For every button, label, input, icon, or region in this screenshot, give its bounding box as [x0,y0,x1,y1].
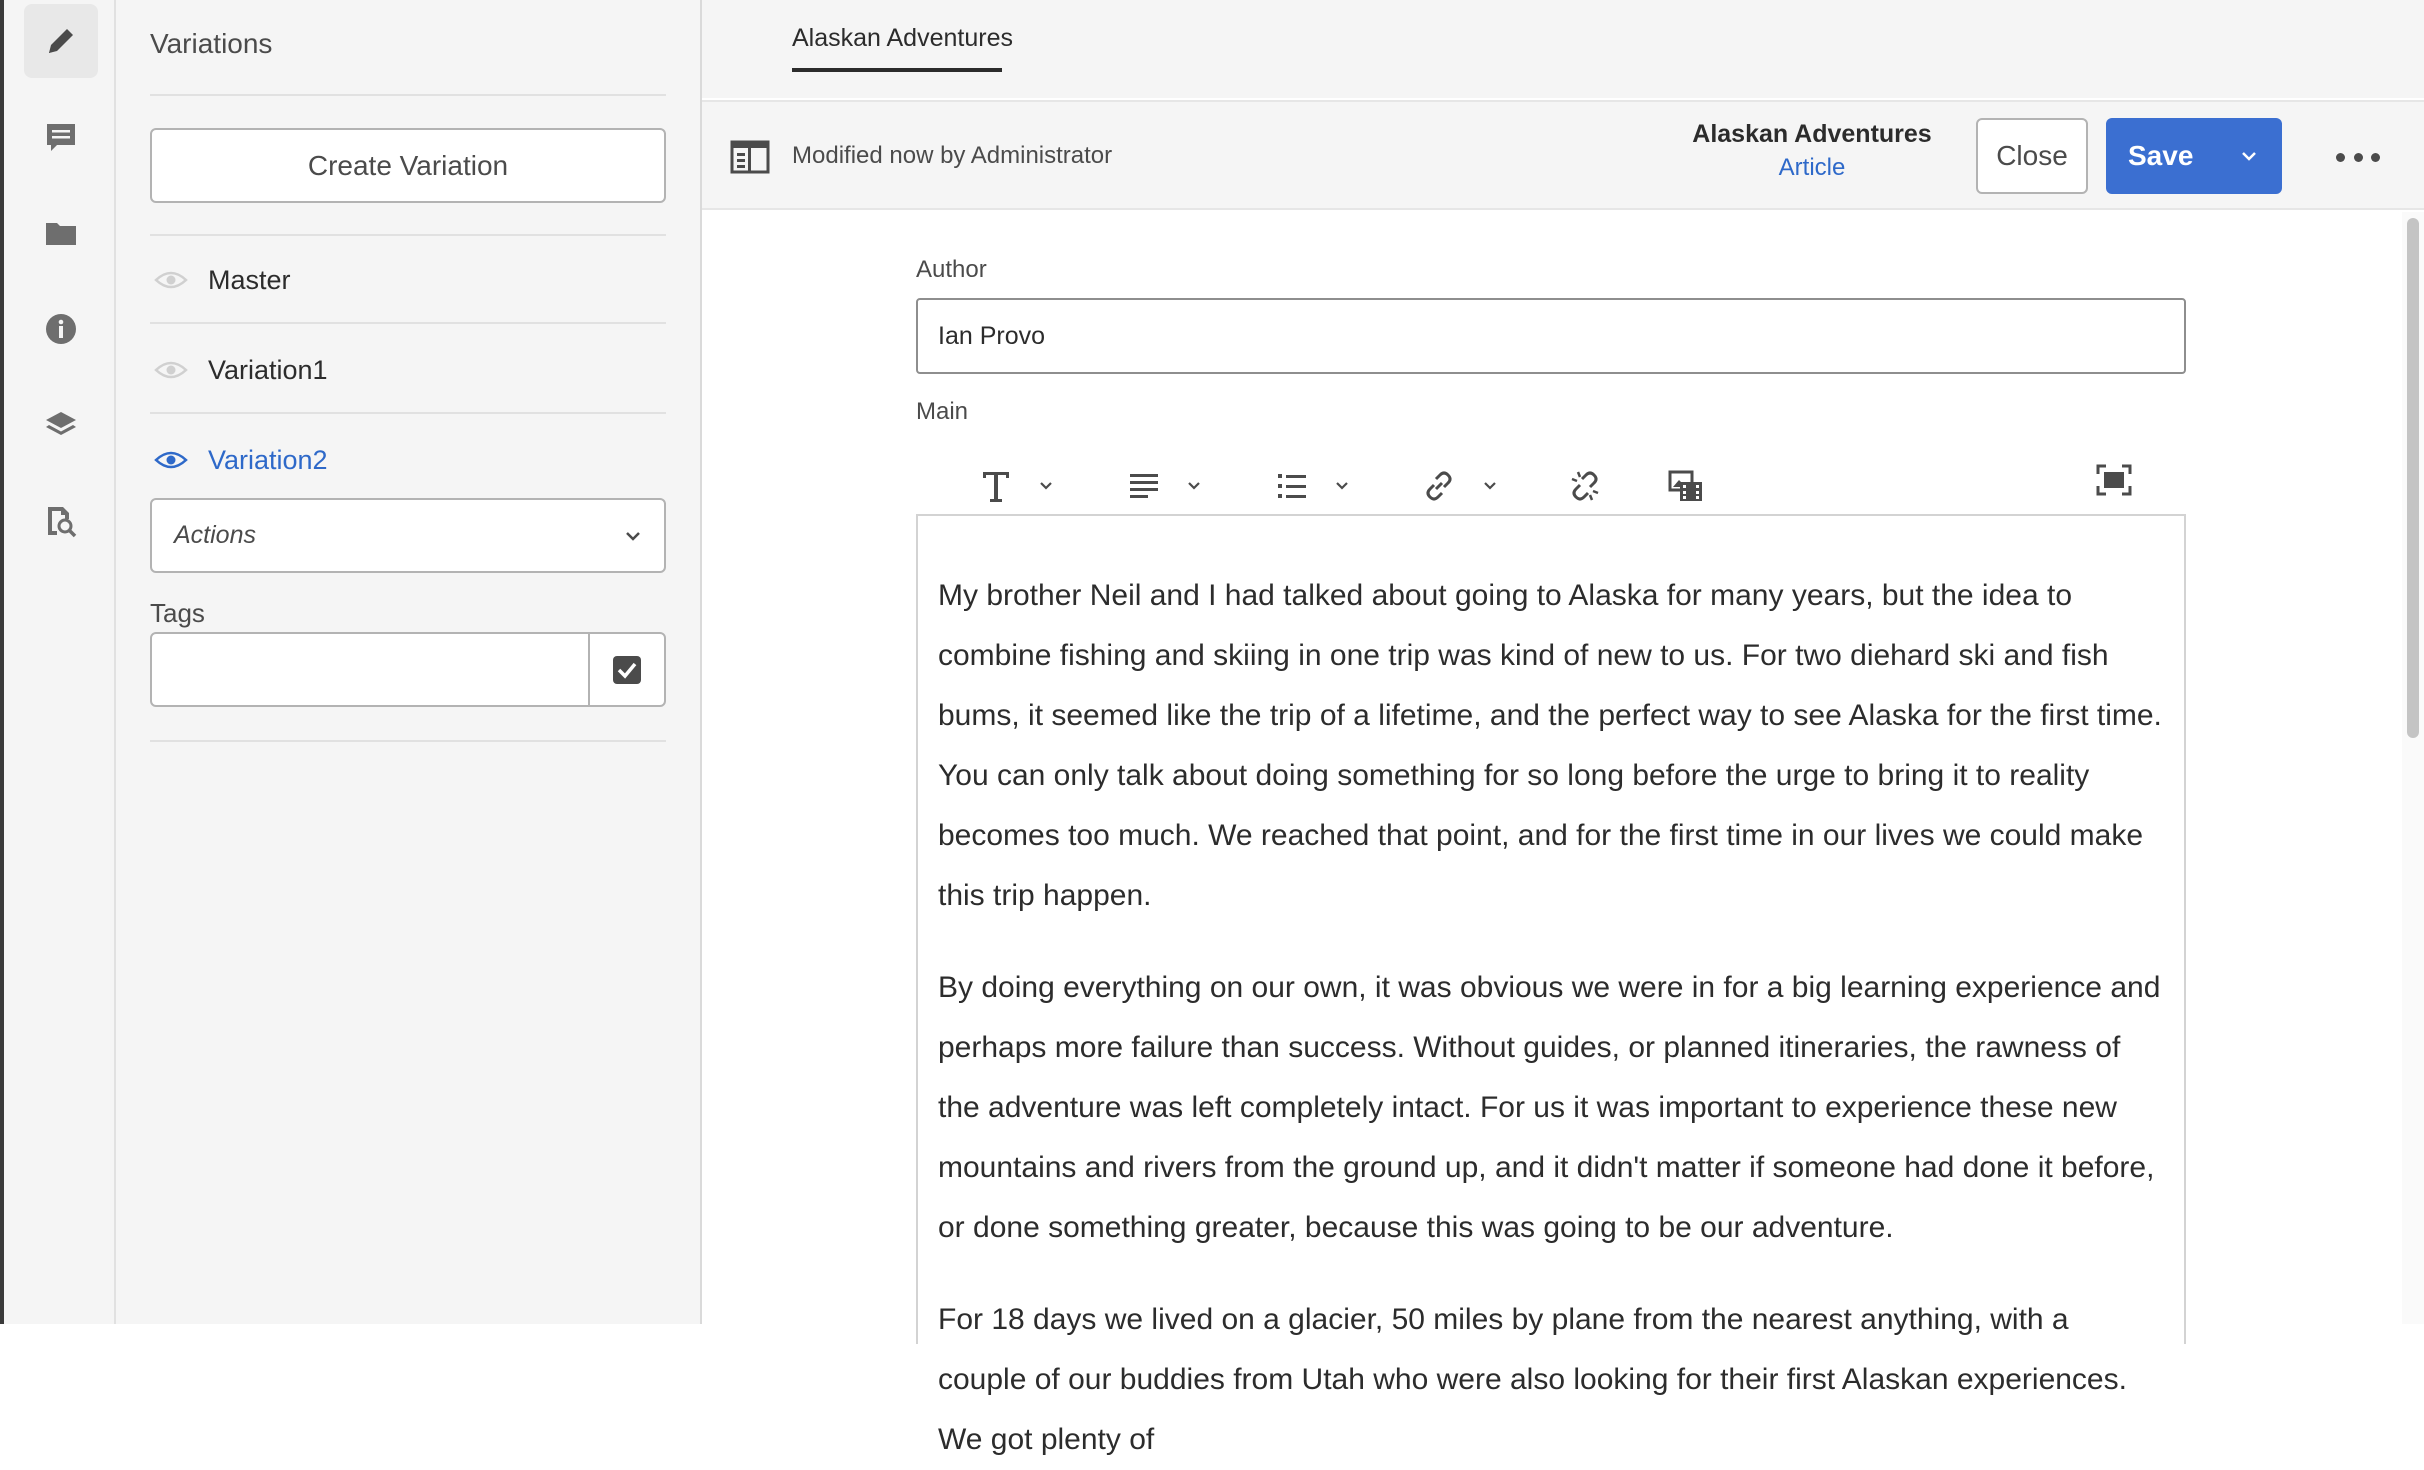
actions-label: Actions [174,521,256,549]
scrollbar-thumb[interactable] [2407,218,2419,738]
edit-icon [43,23,79,59]
paragraph: By doing everything on our own, it was obvious we were in for a big learning experience and perhaps more failure than success. Without guides, or planned itineraries, the rawness of the adventure was left completely intact. For us it was important to experience these new mountains and rivers from the ground up, and it didn't matter if someone had done it before, or done something greater, because this was going to be our adventure. [938,971,2161,1244]
info-rail-button[interactable] [24,292,98,366]
unlink-button[interactable] [1568,464,1602,508]
fragment-title: Alaskan Adventures [1692,120,1932,148]
insert-asset-icon [1668,469,1704,503]
author-field[interactable]: Ian Provo [916,298,2186,374]
layers-rail-button[interactable] [24,388,98,462]
tab-alaskan-adventures[interactable]: Alaskan Adventures [792,24,1013,52]
search-references-icon [43,503,79,539]
tab-bar [702,0,2424,98]
toggle-side-panel-icon[interactable] [730,140,770,174]
paragraph: My brother Neil and I had talked about going to Alaska for many years, but the idea to combine fishing and skiing in one trip was kind of new to us. For two diehard ski and fish bums, it seemed like the trip of a lifetime, and the perfect way to see Alaska for the first time. You can only talk about doing something for so long before the urge to bring it to reality becomes too much. We reached that point, and for the first time in our lives we could make this trip happen. [938,579,2162,912]
dot [2354,153,2363,162]
side-rail [0,0,116,1324]
modified-status: Modified now by Administrator [792,142,1113,169]
text-format-icon [980,469,1012,503]
list-button[interactable] [1276,464,1352,508]
info-icon [43,311,79,347]
main-label: Main [916,398,969,425]
dot [2336,153,2345,162]
folder-icon [43,215,79,251]
scrollbar[interactable] [2402,212,2424,1324]
form-content [702,212,2402,1456]
chevron-down-icon [1480,480,1500,492]
save-button[interactable] [2106,118,2282,194]
save-label: Save [2128,140,2194,171]
author-label: Author [916,256,987,283]
divider [150,740,666,742]
rich-text-editor[interactable] [916,514,2186,1456]
fragment-model-link[interactable]: Article [1778,154,1846,181]
more-options-button[interactable] [2336,142,2380,172]
comment-icon [43,119,79,155]
tags-label: Tags [150,598,205,628]
link-icon [1422,469,1456,503]
divider [150,234,666,236]
eye-icon [154,359,188,381]
chevron-down-icon [624,530,642,542]
fullscreen-button[interactable] [2096,458,2132,502]
eye-icon [154,269,188,291]
checkbox-checked-icon [612,655,642,685]
actions-dropdown[interactable] [150,498,666,573]
chevron-down-icon [1036,480,1056,492]
variation-label: Variation1 [208,354,328,385]
alignment-button[interactable] [1128,464,1204,508]
insert-asset-button[interactable] [1668,464,1704,508]
tags-field [150,632,666,707]
text-format-button[interactable] [980,464,1056,508]
variation-item-master[interactable] [150,250,666,310]
link-button[interactable] [1422,464,1500,508]
create-variation-button[interactable]: Create Variation [150,128,666,203]
variations-panel [116,0,702,1324]
comments-rail-button[interactable] [24,100,98,174]
chevron-down-icon[interactable] [2240,150,2258,162]
divider [150,322,666,324]
variation-label: Master [208,264,291,295]
divider [150,412,666,414]
edit-rail-button[interactable] [24,4,98,78]
assets-rail-button[interactable] [24,196,98,270]
list-icon [1276,471,1308,501]
references-rail-button[interactable] [24,484,98,558]
tags-input[interactable] [152,634,588,705]
rich-text-toolbar [916,450,2186,524]
window-edge [0,0,4,1324]
layers-icon [43,407,79,443]
variation-label: Variation2 [208,444,328,475]
active-tab-indicator [792,68,1002,72]
dot [2371,153,2380,162]
align-icon [1128,471,1160,501]
paragraph: For 18 days we lived on a glacier, 50 miles by plane from the nearest anything, with a couple of our buddies from Utah who were also looking for their first Alaskan experiences. We got plenty of [938,1303,2127,1456]
variation-item-variation2[interactable] [150,430,666,490]
chevron-down-icon [1184,480,1204,492]
close-button[interactable]: Close [1976,118,2088,194]
panel-title: Variations [150,28,273,59]
tags-picker-button[interactable] [588,634,664,705]
eye-icon [154,449,188,471]
chevron-down-icon [1332,480,1352,492]
editor-main [702,0,2424,1456]
editor-header [702,100,2424,210]
fullscreen-icon [2096,464,2132,496]
divider [150,94,666,96]
variation-item-variation1[interactable] [150,340,666,400]
unlink-icon [1568,469,1602,503]
